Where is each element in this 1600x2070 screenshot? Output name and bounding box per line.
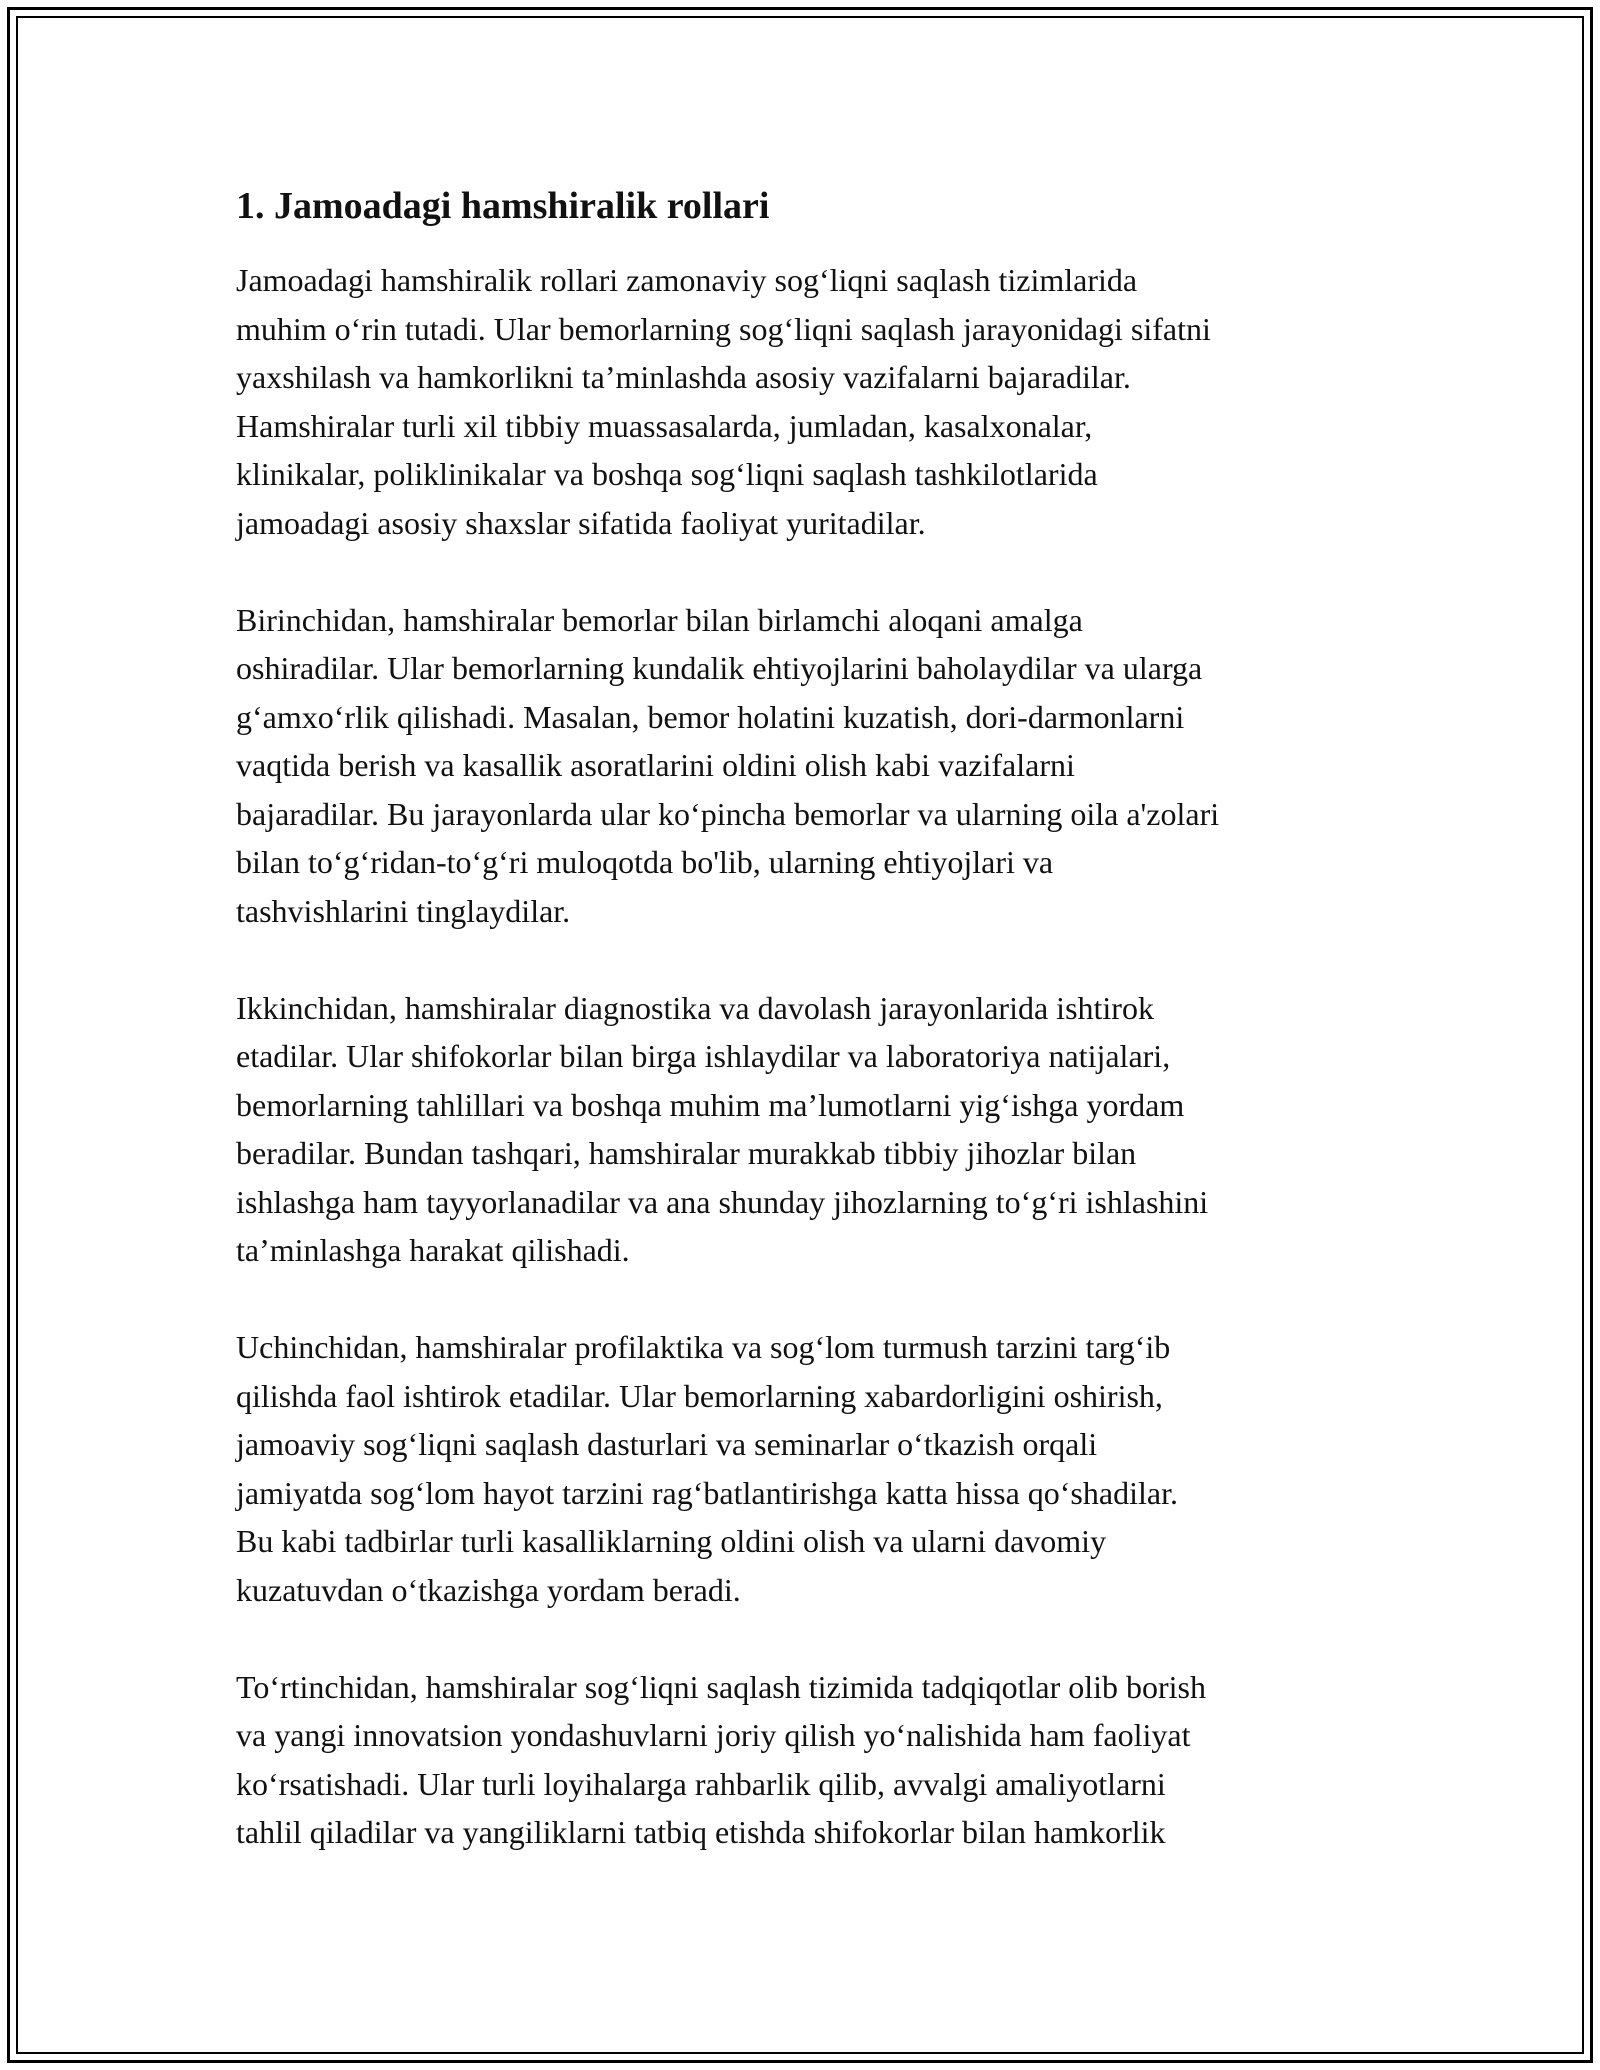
paragraph-4 xyxy=(236,1323,1376,1614)
text-line: Ikkinchidan, hamshiralar diagnostika va davolash jarayonlarida ishtirok xyxy=(236,989,1154,1026)
text-line: bajaradilar. Bu jarayonlarda ular ko‘pincha bemorlar va ularning oila a'zolari xyxy=(236,795,1220,832)
text-line: vaqtida berish va kasallik asoratlarini oldini olish kabi vazifalarni xyxy=(236,747,1075,783)
text-line: yaxshilash va hamkorlikni ta’minlashda asosiy vazifalarni bajaradilar. xyxy=(236,359,1131,395)
text-line: va yangi innovatsion yondashuvlarni joriy qilish yo‘nalishida ham faoliyat xyxy=(236,1717,1191,1753)
text-line: klinikalar, poliklinikalar va boshqa sog‘liqni saqlash tashkilotlarida xyxy=(236,456,1098,492)
text-line: jamiyatda sog‘lom hayot tarzini rag‘batlantirishga katta hissa qo‘shadilar. xyxy=(236,1474,1178,1511)
text-line: jamoadagi asosiy shaxslar sifatida faoliyat yuritadilar. xyxy=(236,504,926,541)
text-line: ta’minlashga harakat qilishadi. xyxy=(236,1232,630,1268)
paragraph-3 xyxy=(236,984,1376,1275)
text-line: beradilar. Bundan tashqari, hamshiralar murakkab tibbiy jihozlar bilan xyxy=(236,1135,1137,1171)
paragraph-2 xyxy=(236,596,1376,936)
text-line: To‘rtinchidan, hamshiralar sog‘liqni saqlash tizimida tadqiqotlar olib borish xyxy=(236,1668,1206,1705)
text-line: tashvishlarini tinglaydilar. xyxy=(236,892,571,929)
text-line: tahlil qiladilar va yangiliklarni tatbiq etishda shifokorlar bilan hamkorlik xyxy=(236,1814,1166,1850)
text-line: muhim o‘rin tutadi. Ular bemorlarning sog‘liqni saqlash jarayonidagi sifatni xyxy=(236,310,1211,347)
text-line: ishlashga ham tayyorlanadilar va ana shunday jihozlarning to‘g‘ri ishlashini xyxy=(236,1183,1209,1220)
text-line: bemorlarning tahlillari va boshqa muhim ma’lumotlarni yig‘ishga yordam xyxy=(236,1086,1185,1123)
text-line: bilan to‘g‘ridan-to‘g‘ri muloqotda bo'lib, ularning ehtiyojlari va xyxy=(236,844,1054,880)
text-line: qilishda faol ishtirok etadilar. Ular bemorlarning xabardorligini oshirish, xyxy=(236,1377,1163,1414)
section-heading: 1. Jamoadagi hamshiralik rollari xyxy=(236,185,770,227)
text-line: g‘amxo‘rlik qilishadi. Masalan, bemor holatini kuzatish, dori-darmonlarni xyxy=(236,698,1185,735)
text-line: kuzatuvdan o‘tkazishga yordam beradi. xyxy=(236,1571,741,1608)
paragraph-1 xyxy=(236,256,1376,547)
text-line: Jamoadagi hamshiralik rollari zamonaviy sog‘liqni saqlash tizimlarida xyxy=(236,262,1138,298)
text-line: etadilar. Ular shifokorlar bilan birga ishlaydilar va laboratoriya natijalari, xyxy=(236,1038,1171,1074)
paragraph-5 xyxy=(236,1663,1376,1857)
text-line: jamoaviy sog‘liqni saqlash dasturlari va seminarlar o‘tkazish orqali xyxy=(236,1426,1098,1462)
text-line: Bu kabi tadbirlar turli kasalliklarning oldini olish va ularni davomiy xyxy=(236,1523,1107,1559)
text-line: Birinchidan, hamshiralar bemorlar bilan birlamchi aloqani amalga xyxy=(236,601,1083,638)
text-line: Hamshiralar turli xil tibbiy muassasalarda, jumladan, kasalxonalar, xyxy=(236,407,1093,444)
text-line: oshiradilar. Ular bemorlarning kundalik ehtiyojlarini baholaydilar va ularga xyxy=(236,650,1203,686)
document-body xyxy=(236,182,1376,1905)
text-line: ko‘rsatishadi. Ular turli loyihalarga rahbarlik qilib, avvalgi amaliyotlarni xyxy=(236,1765,1166,1802)
text-line: Uchinchidan, hamshiralar profilaktika va sog‘lom turmush tarzini targ‘ib xyxy=(236,1329,1171,1365)
